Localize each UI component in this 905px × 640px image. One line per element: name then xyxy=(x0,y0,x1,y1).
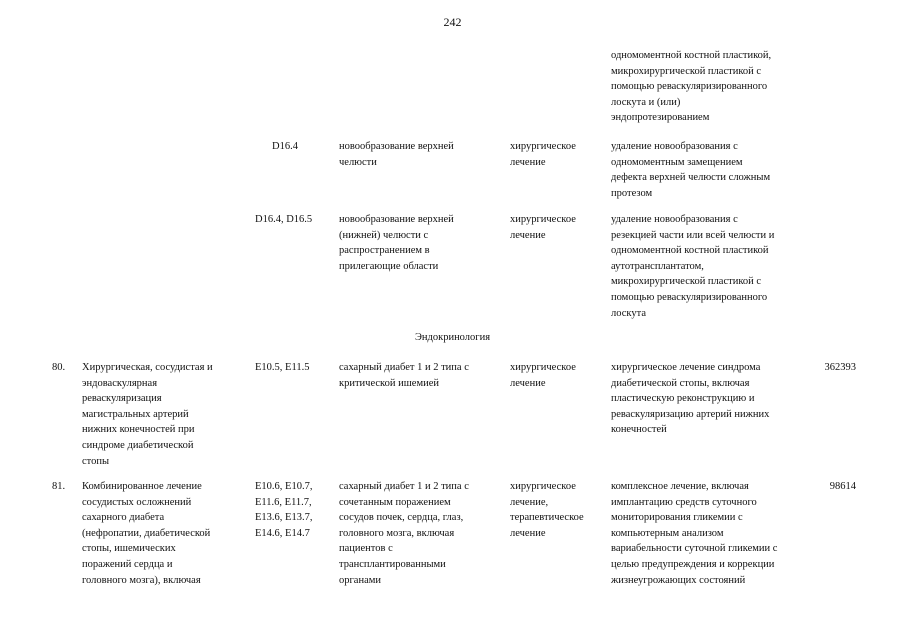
method-cell: удаление новообразования с одномоментным замещением дефекта верхней челюсти сложным протезом xyxy=(611,141,771,199)
care-name-cell: Хирургическая, сосудистая и эндоваскулярная реваскуляризация магистральных артерий нижних конечностей при синдроме диабетической стопы xyxy=(82,362,213,467)
patient-model-cell: сахарный диабет 1 и 2 типа с критической ишемией xyxy=(339,362,469,389)
price-cell: 98614 xyxy=(829,481,856,492)
method-cell: удаление новообразования с резекцией части или всей челюсти и одномоментной костной пластикой аутотрансплантатом, микрохирургической пластикой с помощью реваскуляризированного лоскута xyxy=(611,214,775,319)
treatment-type-cell: хирургическое лечение xyxy=(510,141,576,168)
page-number: 242 xyxy=(443,15,462,29)
method-cell: хирургическое лечение синдрома диабетической стопы, включая пластическую реконструкцию и реваскуляризацию артерий нижних конечностей xyxy=(611,362,770,436)
price-cell: 362393 xyxy=(824,362,856,373)
icd-codes-cell: E10.6, E10.7, E11.6, E11.7, E13.6, E13.7, E14.6, E14.7 xyxy=(255,481,313,539)
treatment-type-cell: хирургическое лечение xyxy=(510,214,576,241)
patient-model-cell: новообразование верхней челюсти xyxy=(339,141,454,168)
icd-codes-cell: D16.4 xyxy=(272,141,298,152)
care-name-cell: Комбинированное лечение сосудистых осложнений сахарного диабета (нефропатии, диабетической стопы, ишемических поражений сердца и головного мозга), включая xyxy=(82,481,211,586)
treatment-type-cell: хирургическое лечение xyxy=(510,362,576,389)
treatment-type-cell: хирургическое лечение, терапевтическое лечение xyxy=(510,481,584,539)
method-cell: одномоментной костной пластикой, микрохирургической пластикой с помощью реваскуляризированного лоскута и (или) эндопротезированием xyxy=(611,50,772,124)
patient-model-cell: новообразование верхней (нижней) челюсти с распространением в прилегающие области xyxy=(339,214,454,272)
patient-model-cell: сахарный диабет 1 и 2 типа с сочетанным поражением сосудов почек, сердца, глаз, головного мозга, включая пациентов с трансплантированными органами xyxy=(339,481,469,586)
method-cell: комплексное лечение, включая имплантацию средств суточного мониторирования гликемии с компьютерным анализом вариабельности суточной гликемии с целью предупреждения и коррекции жизнеугрожающих состояний xyxy=(611,481,778,586)
row-number-cell: 81. xyxy=(52,481,66,492)
icd-codes-cell: E10.5, E11.5 xyxy=(255,362,310,373)
icd-codes-cell: D16.4, D16.5 xyxy=(255,214,313,225)
row-number-cell: 80. xyxy=(52,362,66,373)
section-title: Эндокринология xyxy=(414,332,491,343)
